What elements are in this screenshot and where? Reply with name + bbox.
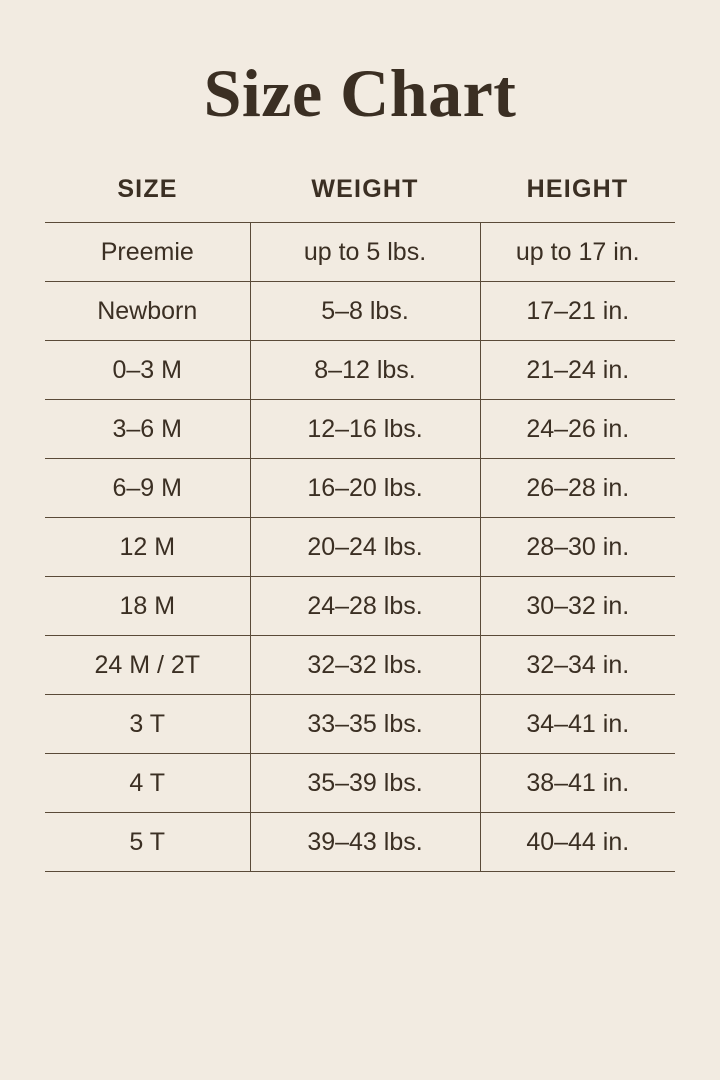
table-row — [45, 459, 675, 518]
cell-height: 24–26 in. — [480, 400, 675, 459]
cell-size: 0–3 M — [45, 341, 250, 400]
table-row — [45, 282, 675, 341]
cell-weight: 16–20 lbs. — [250, 459, 480, 518]
table-row — [45, 754, 675, 813]
table-row — [45, 577, 675, 636]
cell-size: 18 M — [45, 577, 250, 636]
column-header-height: HEIGHT — [526, 175, 629, 204]
table-header-row — [45, 175, 675, 223]
cell-height: up to 17 in. — [480, 223, 675, 282]
cell-height: 17–21 in. — [480, 282, 675, 341]
cell-size: 5 T — [45, 813, 250, 872]
size-chart-table — [45, 175, 675, 872]
cell-height: 21–24 in. — [480, 341, 675, 400]
cell-size: 12 M — [45, 518, 250, 577]
table-row — [45, 223, 675, 282]
cell-weight: 33–35 lbs. — [250, 695, 480, 754]
cell-size: Newborn — [45, 282, 250, 341]
cell-weight: 12–16 lbs. — [250, 400, 480, 459]
cell-weight: 5–8 lbs. — [250, 282, 480, 341]
cell-height: 34–41 in. — [480, 695, 675, 754]
table-row — [45, 813, 675, 872]
cell-size: 3 T — [45, 695, 250, 754]
cell-weight: 35–39 lbs. — [250, 754, 480, 813]
cell-size: 4 T — [45, 754, 250, 813]
column-header-size: SIZE — [117, 175, 178, 204]
cell-height: 26–28 in. — [480, 459, 675, 518]
table-body — [45, 223, 675, 872]
table-row — [45, 400, 675, 459]
cell-weight: 24–28 lbs. — [250, 577, 480, 636]
cell-height: 28–30 in. — [480, 518, 675, 577]
cell-height: 40–44 in. — [480, 813, 675, 872]
cell-weight: 8–12 lbs. — [250, 341, 480, 400]
cell-weight: 39–43 lbs. — [250, 813, 480, 872]
table-row — [45, 695, 675, 754]
table-row — [45, 636, 675, 695]
column-header-weight: WEIGHT — [311, 175, 419, 204]
cell-weight: 20–24 lbs. — [250, 518, 480, 577]
page-title: Size Chart — [203, 55, 517, 131]
cell-height: 38–41 in. — [480, 754, 675, 813]
cell-height: 32–34 in. — [480, 636, 675, 695]
cell-size: 3–6 M — [45, 400, 250, 459]
table-row — [45, 518, 675, 577]
cell-size: 6–9 M — [45, 459, 250, 518]
cell-height: 30–32 in. — [480, 577, 675, 636]
cell-weight: up to 5 lbs. — [250, 223, 480, 282]
table-row — [45, 341, 675, 400]
table-header — [45, 175, 675, 223]
cell-size: Preemie — [45, 223, 250, 282]
cell-weight: 32–32 lbs. — [250, 636, 480, 695]
cell-size: 24 M / 2T — [45, 636, 250, 695]
